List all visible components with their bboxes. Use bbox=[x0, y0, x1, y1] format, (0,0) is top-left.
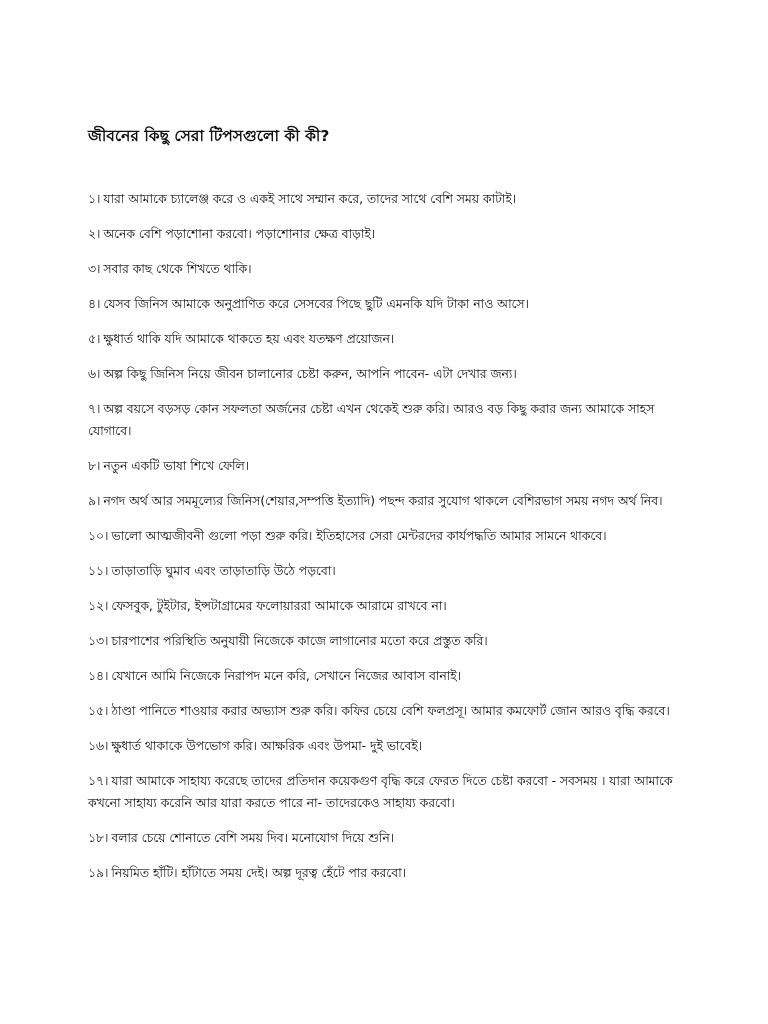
tip-text: অনেক বেশি পড়াশোনা করবো। পড়াশোনার ক্ষেত্র বাড়াই। bbox=[103, 227, 376, 241]
tip-text: যারা আমাকে সাহায্য করেছে তাদের প্রতিদান কয়েকগুণ বৃদ্ধি করে ফেরত দিতে চেষ্টা করবো - সবসময় । যারা আমাকে কখনো সাহায্য করেনি আর যারা করতে পারে না- তাদেরকেও সাহায্য করবো। bbox=[88, 774, 673, 810]
tip-item bbox=[88, 223, 688, 245]
tip-text: নগদ অর্থ আর সমমূল্যের জিনিস(শেয়ার,সম্পত্তি ইত্যাদি) পছন্দ করার সুযোগ থাকলে বেশিরভাগ সময় নগদ অর্থ নিব। bbox=[103, 494, 663, 508]
tip-item bbox=[88, 490, 688, 512]
tip-number: ৬। bbox=[88, 367, 101, 381]
tip-item bbox=[88, 258, 688, 280]
tip-number: ৩। bbox=[88, 262, 101, 276]
tip-text: বলার চেয়ে শোনাতে বেশি সময় দিব। মনোযোগ দিয়ে শুনি। bbox=[111, 831, 395, 845]
tip-text: সবার কাছ থেকে শিখতে থাকি। bbox=[103, 262, 252, 276]
tip-number: ৫। bbox=[88, 332, 101, 346]
tip-item bbox=[88, 862, 688, 884]
tip-item bbox=[88, 455, 688, 477]
tip-number: ৮। bbox=[88, 459, 101, 473]
tip-item bbox=[88, 735, 688, 757]
tip-number: ১৭। bbox=[88, 774, 109, 788]
tip-text: ভালো আত্মজীবনী গুলো পড়া শুরু করি। ইতিহাসের সেরা মেন্টরদের কার্যপদ্ধতি আমার সামনে থাকবে। bbox=[111, 529, 607, 543]
tip-item bbox=[88, 665, 688, 687]
tip-text: তাড়াতাড়ি ঘুমাব এবং তাড়াতাড়ি উঠে পড়বো। bbox=[111, 564, 336, 578]
tip-text: অল্প বয়সে বড়সড় কোন সফলতা অর্জনের চেষ্টা এখন থেকেই শুরু করি। আরও বড় কিছু করার জন্য আমাকে সাহস যোগাবে। bbox=[88, 402, 655, 438]
tip-number: ১২। bbox=[88, 599, 109, 613]
tip-item bbox=[88, 363, 688, 385]
tip-item bbox=[88, 770, 688, 814]
tip-number: ২। bbox=[88, 227, 101, 241]
tip-number: ৭। bbox=[88, 402, 101, 416]
document-title: জীবনের কিছু সেরা টিপসগুলো কী কী? bbox=[88, 127, 330, 145]
tip-item bbox=[88, 328, 688, 350]
tip-item bbox=[88, 293, 688, 315]
tip-number: ১৮। bbox=[88, 831, 109, 845]
tip-number: ১৩। bbox=[88, 634, 109, 648]
tip-item bbox=[88, 700, 688, 722]
tip-number: ১৫। bbox=[88, 704, 109, 718]
tip-text: যারা আমাকে চ্যালেঞ্জ করে ও একই সাথে সম্মান করে, তাদের সাথে বেশি সময় কাটাই। bbox=[103, 192, 517, 206]
tip-item bbox=[88, 560, 688, 582]
tip-text: যেসব জিনিস আমাকে অনুপ্রাণিত করে সেসবের পিছে ছুটি এমনকি যদি টাকা নাও আসে। bbox=[103, 297, 529, 311]
tip-text: নিয়মিত হাঁটি। হাঁটাতে সময় দেই। অল্প দূরত্ব হেঁটে পার করবো। bbox=[111, 866, 407, 880]
tip-text: ক্ষুধার্ত থাকি যদি আমাকে থাকতে হয় এবং যতক্ষণ প্রয়োজন। bbox=[103, 332, 395, 346]
tip-text: ঠাণ্ডা পানিতে শাওয়ার করার অভ্যাস শুরু করি। কফির চেয়ে বেশি ফলপ্রসূ। আমার কমফোর্ট জোন আরও বৃদ্ধি করবে। bbox=[111, 704, 670, 718]
tip-text: অল্প কিছু জিনিস নিয়ে জীবন চালানোর চেষ্টা করুন, আপনি পাবেন- এটা দেখার জন্য। bbox=[103, 367, 517, 381]
tip-number: ১১। bbox=[88, 564, 109, 578]
tip-text: ক্ষুধার্ত থাকাকে উপভোগ করি। আক্ষরিক এবং উপমা- দুই ভাবেই। bbox=[111, 739, 423, 753]
tip-number: ৯। bbox=[88, 494, 101, 508]
tip-item bbox=[88, 595, 688, 617]
tip-number: ১৪। bbox=[88, 669, 109, 683]
tip-item bbox=[88, 398, 688, 442]
tip-item bbox=[88, 188, 688, 210]
tip-text: নতুন একটি ভাষা শিখে ফেলি। bbox=[103, 459, 250, 473]
tip-number: ১০। bbox=[88, 529, 109, 543]
tip-item bbox=[88, 827, 688, 849]
tip-item bbox=[88, 630, 688, 652]
tip-number: ১। bbox=[88, 192, 101, 206]
tip-item bbox=[88, 525, 688, 547]
tip-text: চারপাশের পরিস্থিতি অনুযায়ী নিজেকে কাজে লাগানোর মতো করে প্রস্তুত করি। bbox=[111, 634, 488, 648]
tip-number: ১৬। bbox=[88, 739, 109, 753]
tip-list bbox=[88, 188, 688, 884]
tip-number: ১৯। bbox=[88, 866, 109, 880]
tip-number: ৪। bbox=[88, 297, 101, 311]
tip-text: যেখানে আমি নিজেকে নিরাপদ মনে করি, সেখানে নিজের আবাস বানাই। bbox=[111, 669, 462, 683]
tip-text: ফেসবুক, টুইটার, ইন্সটাগ্রামের ফলোয়াররা আমাকে আরামে রাখবে না। bbox=[111, 599, 447, 613]
